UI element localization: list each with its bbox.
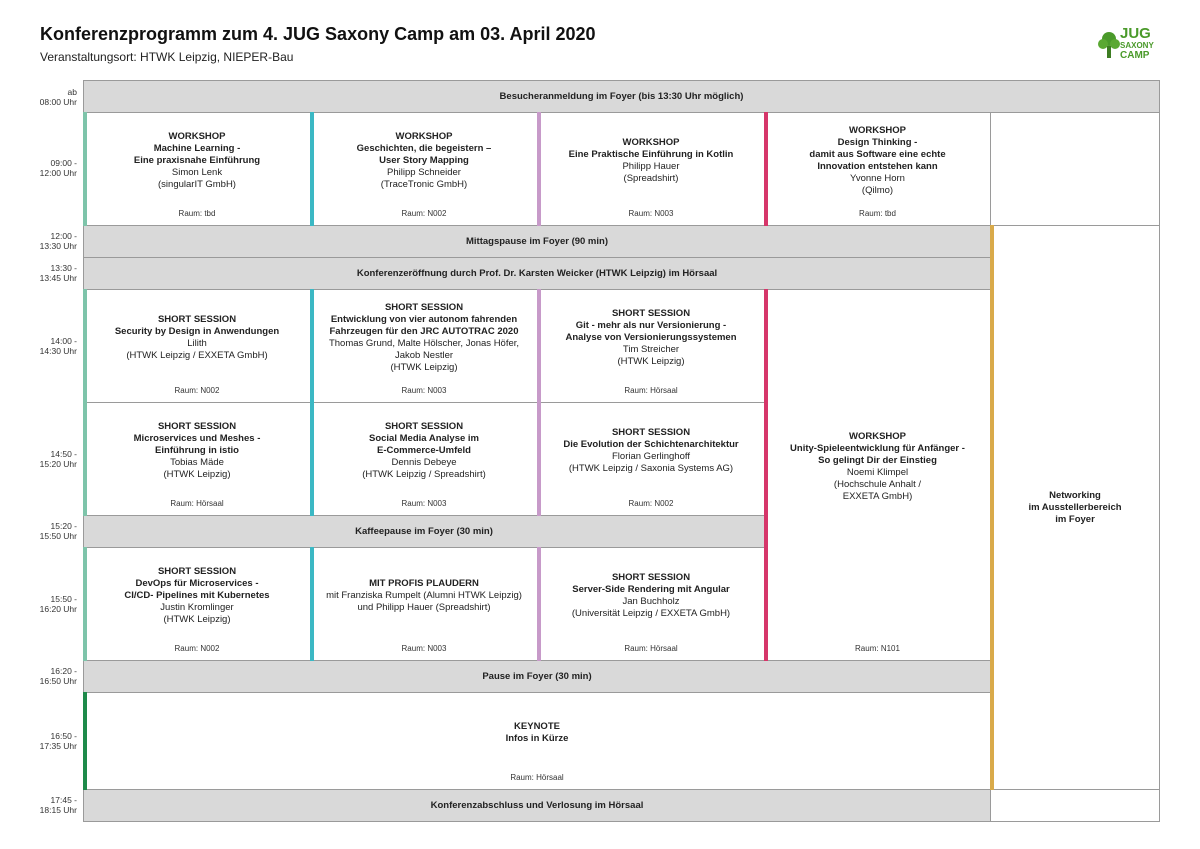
registration-band: [83, 80, 1160, 113]
session-title: Social Media Analyse im E-Commerce-Umfeld: [369, 433, 479, 456]
time-label: 16:50 - 17:35 Uhr: [39, 731, 77, 751]
session-mit-profis-plaudern[interactable]: [310, 547, 538, 661]
session-title: Git - mehr als nur Versionierung - Analyse von Versionierungssystemen: [565, 320, 737, 343]
session-title: Unity-Spieleentwicklung für Anfänger - So gelingt Dir der Einstieg: [790, 443, 965, 466]
track-bar: [310, 112, 314, 226]
time-label: 17:45 - 18:15 Uhr: [39, 795, 77, 815]
time-label: 14:00 - 14:30 Uhr: [39, 336, 77, 356]
track-bar: [990, 225, 994, 790]
session-type: SHORT SESSION: [157, 314, 237, 325]
session-org: (HTWK Leipzig): [617, 356, 685, 367]
session-ssr-angular[interactable]: [537, 547, 765, 661]
session-room: Raum: N002: [174, 644, 220, 653]
session-type: WORKSHOP: [622, 137, 680, 148]
session-speaker: Tobias Mäde: [170, 457, 224, 468]
session-speaker: Philipp Schneider: [387, 167, 461, 178]
session-speaker: Noemi Klimpel: [846, 467, 909, 478]
closing-band: [83, 789, 991, 822]
session-speaker: Dennis Debeye: [391, 457, 457, 468]
time-label: 16:20 - 16:50 Uhr: [39, 666, 77, 686]
session-autonomous-vehicles[interactable]: [310, 289, 538, 403]
session-org: (singularIT GmbH): [158, 179, 236, 190]
session-type: SHORT SESSION: [384, 302, 464, 313]
session-type: SHORT SESSION: [611, 572, 691, 583]
track-bar: [537, 289, 541, 516]
session-title: Geschichten, die begeistern – User Story Mapping: [356, 143, 492, 166]
session-workshop-machine-learning[interactable]: [83, 112, 311, 226]
opening-label: Konferenzeröffnung durch Prof. Dr. Karsten Weicker (HTWK Leipzig) im Hörsaal: [356, 268, 718, 279]
track-bar: [83, 692, 87, 790]
session-speaker: Thomas Grund, Malte Hölscher, Jonas Höfer, Jakob Nestler: [328, 338, 520, 361]
session-org: (HTWK Leipzig): [390, 362, 458, 373]
session-room: Raum: tbd: [178, 209, 216, 218]
session-title: Machine Learning - Eine praxisnahe Einführung: [133, 143, 261, 166]
track-bar: [83, 289, 87, 516]
empty-cell: [990, 112, 1160, 226]
track-bar: [764, 289, 768, 661]
venue-subtitle: Veranstaltungsort: HTWK Leipzig, NIEPER-Bau: [40, 50, 294, 64]
session-room: Raum: N003: [401, 644, 447, 653]
session-room: Raum: N101: [855, 644, 900, 653]
logo-camp: CAMP: [1120, 50, 1150, 61]
track-bar: [764, 112, 768, 226]
session-microservices-meshes[interactable]: [83, 402, 311, 516]
session-org: (HTWK Leipzig / Saxonia Systems AG): [568, 463, 734, 474]
session-workshop-design-thinking[interactable]: [764, 112, 991, 226]
session-speaker: Yvonne Horn: [850, 173, 905, 184]
session-type: MIT PROFIS PLAUDERN: [369, 578, 479, 589]
session-speaker: Simon Lenk: [171, 167, 223, 178]
track-bar: [537, 112, 541, 226]
session-org: (HTWK Leipzig / EXXETA GmbH): [126, 350, 268, 361]
registration-label: Besucheranmeldung im Foyer (bis 13:30 Uhr möglich): [499, 91, 744, 102]
session-room: Raum: Hörsaal: [170, 499, 224, 508]
track-bar: [310, 289, 314, 516]
session-security-by-design[interactable]: [83, 289, 311, 403]
break-band: [83, 660, 991, 693]
time-label: 15:50 - 16:20 Uhr: [39, 594, 77, 614]
session-type: SHORT SESSION: [611, 427, 691, 438]
time-label: 15:20 - 15:50 Uhr: [39, 521, 77, 541]
session-title: Eine Praktische Einführung in Kotlin: [568, 149, 734, 160]
session-room: Raum: Hörsaal: [624, 386, 678, 395]
session-type: SHORT SESSION: [157, 421, 237, 432]
session-type: SHORT SESSION: [157, 566, 237, 577]
session-keynote[interactable]: [83, 692, 991, 790]
session-type: KEYNOTE: [514, 721, 560, 732]
lunch-label: Mittagspause im Foyer (90 min): [465, 236, 608, 247]
closing-label: Konferenzabschluss und Verlosung im Hörsaal: [430, 800, 644, 811]
session-org: (HTWK Leipzig): [163, 614, 231, 625]
break-label: Pause im Foyer (30 min): [482, 671, 592, 682]
session-room: Raum: tbd: [859, 209, 896, 218]
session-git-versioning[interactable]: [537, 289, 765, 403]
session-social-media-analysis[interactable]: [310, 402, 538, 516]
opening-band: [83, 257, 991, 290]
session-org: (HTWK Leipzig / Spreadshirt): [362, 469, 486, 480]
session-speaker: mit Franziska Rumpelt (Alumni HTWK Leipzig) und Philipp Hauer (Spreadshirt): [326, 590, 522, 613]
time-label: 09:00 - 12:00 Uhr: [39, 158, 77, 178]
session-type: SHORT SESSION: [611, 308, 691, 319]
session-room: Raum: Hörsaal: [624, 644, 678, 653]
track-bar: [83, 547, 87, 661]
session-org: (Hochschule Anhalt / EXXETA GmbH): [833, 479, 922, 502]
page-title: Konferenzprogramm zum 4. JUG Saxony Camp am 03. April 2020: [40, 24, 596, 44]
session-speaker: Florian Gerlinghoff: [612, 451, 690, 462]
session-title: Infos in Kürze: [505, 733, 569, 744]
session-org: (Qilmo): [861, 185, 894, 196]
session-room: Raum: N002: [628, 499, 674, 508]
coffee-label: Kaffeepause im Foyer (30 min): [355, 526, 493, 537]
session-type: WORKSHOP: [395, 131, 453, 142]
session-type: WORKSHOP: [849, 431, 906, 442]
session-type: WORKSHOP: [849, 125, 906, 136]
networking-cell[interactable]: [990, 225, 1160, 790]
session-org: (HTWK Leipzig): [163, 469, 231, 480]
time-label: 14:50 - 15:20 Uhr: [39, 449, 77, 469]
session-speaker: Tim Streicher: [622, 344, 680, 355]
session-workshop-kotlin[interactable]: [537, 112, 765, 226]
session-room: Raum: N003: [628, 209, 674, 218]
session-devops-microservices[interactable]: [83, 547, 311, 661]
time-label: 12:00 - 13:30 Uhr: [39, 231, 77, 251]
session-org: (Universität Leipzig / EXXETA GmbH): [571, 608, 731, 619]
time-label: 13:30 - 13:45 Uhr: [39, 263, 77, 283]
session-room: Raum: N003: [401, 499, 447, 508]
session-room: Raum: N003: [401, 386, 447, 395]
session-layer-architecture[interactable]: [537, 402, 765, 516]
session-org: (TraceTronic GmbH): [380, 179, 468, 190]
session-speaker: Jan Buchholz: [622, 596, 680, 607]
session-title: Microservices und Meshes - Einführung in istio: [133, 433, 261, 456]
session-room: Raum: Hörsaal: [510, 773, 564, 782]
track-bar: [83, 112, 87, 226]
session-workshop-unity[interactable]: [764, 289, 991, 661]
track-bar: [537, 547, 541, 661]
session-room: Raum: N002: [401, 209, 447, 218]
session-speaker: Justin Kromlinger: [160, 602, 234, 613]
session-speaker: Philipp Hauer: [622, 161, 680, 172]
session-title: DevOps für Microservices - CI/CD- Pipelines mit Kubernetes: [124, 578, 270, 601]
coffee-band: [83, 515, 765, 548]
session-title: Security by Design in Anwendungen: [114, 326, 280, 337]
session-type: WORKSHOP: [168, 131, 226, 142]
track-bar: [310, 547, 314, 661]
session-title: Design Thinking - damit aus Software eine echte Innovation entstehen kann: [809, 137, 946, 172]
lunch-band: [83, 225, 991, 258]
session-org: (Spreadshirt): [623, 173, 679, 184]
logo-saxony: SAXONY: [1120, 41, 1154, 50]
logo-jug: JUG: [1120, 25, 1151, 42]
time-label: ab 08:00 Uhr: [39, 87, 77, 107]
session-title: Server-Side Rendering mit Angular: [572, 584, 730, 595]
session-title: Die Evolution der Schichtenarchitektur: [563, 439, 739, 450]
session-title: Entwicklung von vier autonom fahrenden Fahrzeugen für den JRC AUTOTRAC 2020: [329, 314, 519, 337]
empty-cell: [990, 789, 1160, 822]
session-type: SHORT SESSION: [384, 421, 464, 432]
networking-label: Networking im Ausstellerbereich im Foyer: [1028, 489, 1122, 525]
session-speaker: Lilith: [187, 338, 207, 349]
session-workshop-user-story-mapping[interactable]: [310, 112, 538, 226]
session-room: Raum: N002: [174, 386, 220, 395]
